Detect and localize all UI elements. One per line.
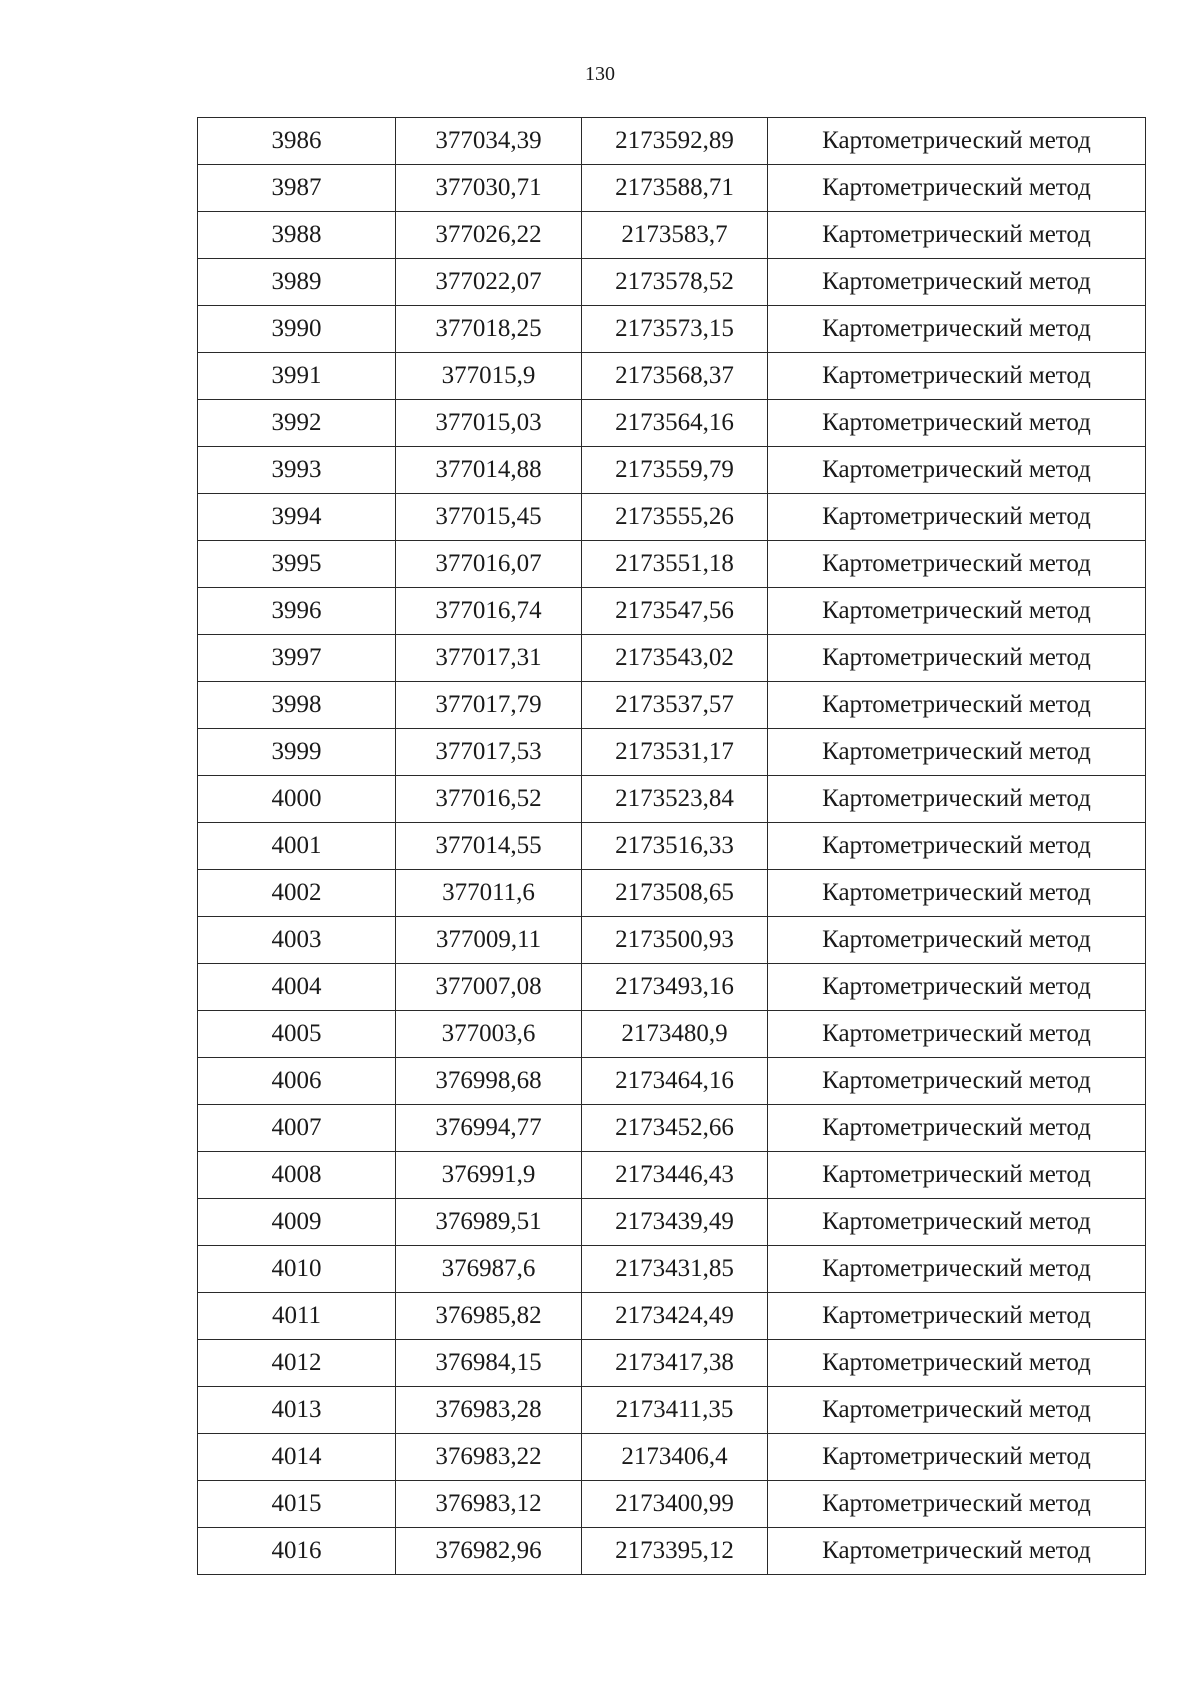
- method-cell: Картометрический метод: [768, 1434, 1146, 1481]
- coordinate-y-cell: 2173395,12: [582, 1528, 768, 1575]
- method-cell: Картометрический метод: [768, 870, 1146, 917]
- method-cell: Картометрический метод: [768, 1293, 1146, 1340]
- method-cell: Картометрический метод: [768, 259, 1146, 306]
- method-cell: Картометрический метод: [768, 165, 1146, 212]
- coordinate-y-cell: 2173406,4: [582, 1434, 768, 1481]
- method-cell: Картометрический метод: [768, 917, 1146, 964]
- coordinate-x-cell: 377015,03: [396, 400, 582, 447]
- table-row: [198, 776, 1146, 823]
- coordinate-y-cell: 2173431,85: [582, 1246, 768, 1293]
- method-cell: Картометрический метод: [768, 541, 1146, 588]
- coordinate-x-cell: 377016,74: [396, 588, 582, 635]
- coordinate-y-cell: 2173568,37: [582, 353, 768, 400]
- method-cell: Картометрический метод: [768, 635, 1146, 682]
- coordinate-y-cell: 2173446,43: [582, 1152, 768, 1199]
- method-cell: Картометрический метод: [768, 447, 1146, 494]
- method-cell: Картометрический метод: [768, 1528, 1146, 1575]
- table-row: [198, 353, 1146, 400]
- table-row: [198, 1481, 1146, 1528]
- table-row: [198, 917, 1146, 964]
- coordinate-y-cell: 2173417,38: [582, 1340, 768, 1387]
- table-row: [198, 259, 1146, 306]
- point-number-cell: 4006: [198, 1058, 396, 1105]
- coordinate-x-cell: 377015,9: [396, 353, 582, 400]
- table-row: [198, 635, 1146, 682]
- coordinate-x-cell: 377016,52: [396, 776, 582, 823]
- point-number-cell: 3991: [198, 353, 396, 400]
- method-cell: Картометрический метод: [768, 494, 1146, 541]
- table-row: [198, 118, 1146, 165]
- table-row: [198, 165, 1146, 212]
- method-cell: Картометрический метод: [768, 776, 1146, 823]
- table-row: [198, 306, 1146, 353]
- coordinate-x-cell: 376998,68: [396, 1058, 582, 1105]
- coordinate-y-cell: 2173464,16: [582, 1058, 768, 1105]
- coordinate-x-cell: 376983,22: [396, 1434, 582, 1481]
- point-number-cell: 3992: [198, 400, 396, 447]
- coordinate-y-cell: 2173543,02: [582, 635, 768, 682]
- table-row: [198, 541, 1146, 588]
- table-row: [198, 1152, 1146, 1199]
- coordinate-y-cell: 2173551,18: [582, 541, 768, 588]
- point-number-cell: 4008: [198, 1152, 396, 1199]
- table-row: [198, 1246, 1146, 1293]
- coordinate-x-cell: 377011,6: [396, 870, 582, 917]
- point-number-cell: 3994: [198, 494, 396, 541]
- table-row: [198, 212, 1146, 259]
- method-cell: Картометрический метод: [768, 1199, 1146, 1246]
- method-cell: Картометрический метод: [768, 1481, 1146, 1528]
- coordinate-y-cell: 2173516,33: [582, 823, 768, 870]
- table-row: [198, 1387, 1146, 1434]
- table-row: [198, 1434, 1146, 1481]
- point-number-cell: 4007: [198, 1105, 396, 1152]
- coordinate-x-cell: 376985,82: [396, 1293, 582, 1340]
- point-number-cell: 4010: [198, 1246, 396, 1293]
- coordinate-x-cell: 377016,07: [396, 541, 582, 588]
- point-number-cell: 4003: [198, 917, 396, 964]
- point-number-cell: 4004: [198, 964, 396, 1011]
- table-row: [198, 682, 1146, 729]
- coordinate-x-cell: 377034,39: [396, 118, 582, 165]
- coordinate-y-cell: 2173480,9: [582, 1011, 768, 1058]
- coordinate-x-cell: 376983,28: [396, 1387, 582, 1434]
- method-cell: Картометрический метод: [768, 588, 1146, 635]
- method-cell: Картометрический метод: [768, 306, 1146, 353]
- method-cell: Картометрический метод: [768, 1105, 1146, 1152]
- method-cell: Картометрический метод: [768, 964, 1146, 1011]
- coordinate-x-cell: 377022,07: [396, 259, 582, 306]
- table-row: [198, 1528, 1146, 1575]
- coordinate-y-cell: 2173564,16: [582, 400, 768, 447]
- page-number: 130: [585, 63, 615, 85]
- method-cell: Картометрический метод: [768, 729, 1146, 776]
- coordinate-x-cell: 377017,79: [396, 682, 582, 729]
- coordinate-x-cell: 376989,51: [396, 1199, 582, 1246]
- point-number-cell: 4009: [198, 1199, 396, 1246]
- coordinate-x-cell: 377014,88: [396, 447, 582, 494]
- point-number-cell: 3998: [198, 682, 396, 729]
- point-number-cell: 3986: [198, 118, 396, 165]
- coordinate-y-cell: 2173547,56: [582, 588, 768, 635]
- coordinate-y-cell: 2173588,71: [582, 165, 768, 212]
- method-cell: Картометрический метод: [768, 1340, 1146, 1387]
- method-cell: Картометрический метод: [768, 1152, 1146, 1199]
- coordinate-y-cell: 2173573,15: [582, 306, 768, 353]
- coordinate-x-cell: 377018,25: [396, 306, 582, 353]
- point-number-cell: 4012: [198, 1340, 396, 1387]
- point-number-cell: 3996: [198, 588, 396, 635]
- coordinate-x-cell: 377015,45: [396, 494, 582, 541]
- table-row: [198, 823, 1146, 870]
- point-number-cell: 4000: [198, 776, 396, 823]
- table-row: [198, 494, 1146, 541]
- coordinate-x-cell: 377030,71: [396, 165, 582, 212]
- table-row: [198, 1199, 1146, 1246]
- point-number-cell: 4013: [198, 1387, 396, 1434]
- coordinate-y-cell: 2173439,49: [582, 1199, 768, 1246]
- table-row: [198, 870, 1146, 917]
- point-number-cell: 3997: [198, 635, 396, 682]
- coordinate-y-cell: 2173493,16: [582, 964, 768, 1011]
- table-row: [198, 1340, 1146, 1387]
- method-cell: Картометрический метод: [768, 1387, 1146, 1434]
- coordinates-table-body: [198, 118, 1146, 1575]
- coordinate-y-cell: 2173559,79: [582, 447, 768, 494]
- table-row: [198, 964, 1146, 1011]
- point-number-cell: 3995: [198, 541, 396, 588]
- method-cell: Картометрический метод: [768, 1058, 1146, 1105]
- table-row: [198, 1011, 1146, 1058]
- point-number-cell: 4001: [198, 823, 396, 870]
- method-cell: Картометрический метод: [768, 400, 1146, 447]
- point-number-cell: 4011: [198, 1293, 396, 1340]
- coordinate-x-cell: 377014,55: [396, 823, 582, 870]
- method-cell: Картометрический метод: [768, 1011, 1146, 1058]
- coordinate-x-cell: 376994,77: [396, 1105, 582, 1152]
- method-cell: Картометрический метод: [768, 1246, 1146, 1293]
- table-row: [198, 1105, 1146, 1152]
- coordinate-x-cell: 377007,08: [396, 964, 582, 1011]
- point-number-cell: 3988: [198, 212, 396, 259]
- coordinate-y-cell: 2173411,35: [582, 1387, 768, 1434]
- point-number-cell: 3999: [198, 729, 396, 776]
- coordinate-y-cell: 2173592,89: [582, 118, 768, 165]
- coordinate-y-cell: 2173452,66: [582, 1105, 768, 1152]
- coordinate-x-cell: 376983,12: [396, 1481, 582, 1528]
- coordinate-x-cell: 377026,22: [396, 212, 582, 259]
- coordinate-y-cell: 2173578,52: [582, 259, 768, 306]
- point-number-cell: 3989: [198, 259, 396, 306]
- coordinate-y-cell: 2173523,84: [582, 776, 768, 823]
- point-number-cell: 4002: [198, 870, 396, 917]
- coordinate-x-cell: 376982,96: [396, 1528, 582, 1575]
- coordinate-y-cell: 2173424,49: [582, 1293, 768, 1340]
- table-row: [198, 447, 1146, 494]
- coordinate-y-cell: 2173500,93: [582, 917, 768, 964]
- point-number-cell: 4005: [198, 1011, 396, 1058]
- coordinate-x-cell: 376984,15: [396, 1340, 582, 1387]
- coordinates-table: [197, 117, 1146, 1575]
- point-number-cell: 4014: [198, 1434, 396, 1481]
- table-row: [198, 400, 1146, 447]
- coordinate-x-cell: 377017,31: [396, 635, 582, 682]
- table-row: [198, 588, 1146, 635]
- coordinate-x-cell: 377017,53: [396, 729, 582, 776]
- coordinate-y-cell: 2173555,26: [582, 494, 768, 541]
- point-number-cell: 4016: [198, 1528, 396, 1575]
- method-cell: Картометрический метод: [768, 212, 1146, 259]
- method-cell: Картометрический метод: [768, 118, 1146, 165]
- table-row: [198, 1058, 1146, 1105]
- coordinate-x-cell: 376987,6: [396, 1246, 582, 1293]
- point-number-cell: 3990: [198, 306, 396, 353]
- coordinate-y-cell: 2173537,57: [582, 682, 768, 729]
- method-cell: Картометрический метод: [768, 823, 1146, 870]
- coordinate-y-cell: 2173508,65: [582, 870, 768, 917]
- table-row: [198, 729, 1146, 776]
- point-number-cell: 4015: [198, 1481, 396, 1528]
- coordinate-y-cell: 2173400,99: [582, 1481, 768, 1528]
- coordinate-y-cell: 2173583,7: [582, 212, 768, 259]
- coordinate-y-cell: 2173531,17: [582, 729, 768, 776]
- method-cell: Картометрический метод: [768, 353, 1146, 400]
- coordinate-x-cell: 377003,6: [396, 1011, 582, 1058]
- point-number-cell: 3993: [198, 447, 396, 494]
- coordinate-x-cell: 377009,11: [396, 917, 582, 964]
- point-number-cell: 3987: [198, 165, 396, 212]
- coordinate-x-cell: 376991,9: [396, 1152, 582, 1199]
- method-cell: Картометрический метод: [768, 682, 1146, 729]
- table-row: [198, 1293, 1146, 1340]
